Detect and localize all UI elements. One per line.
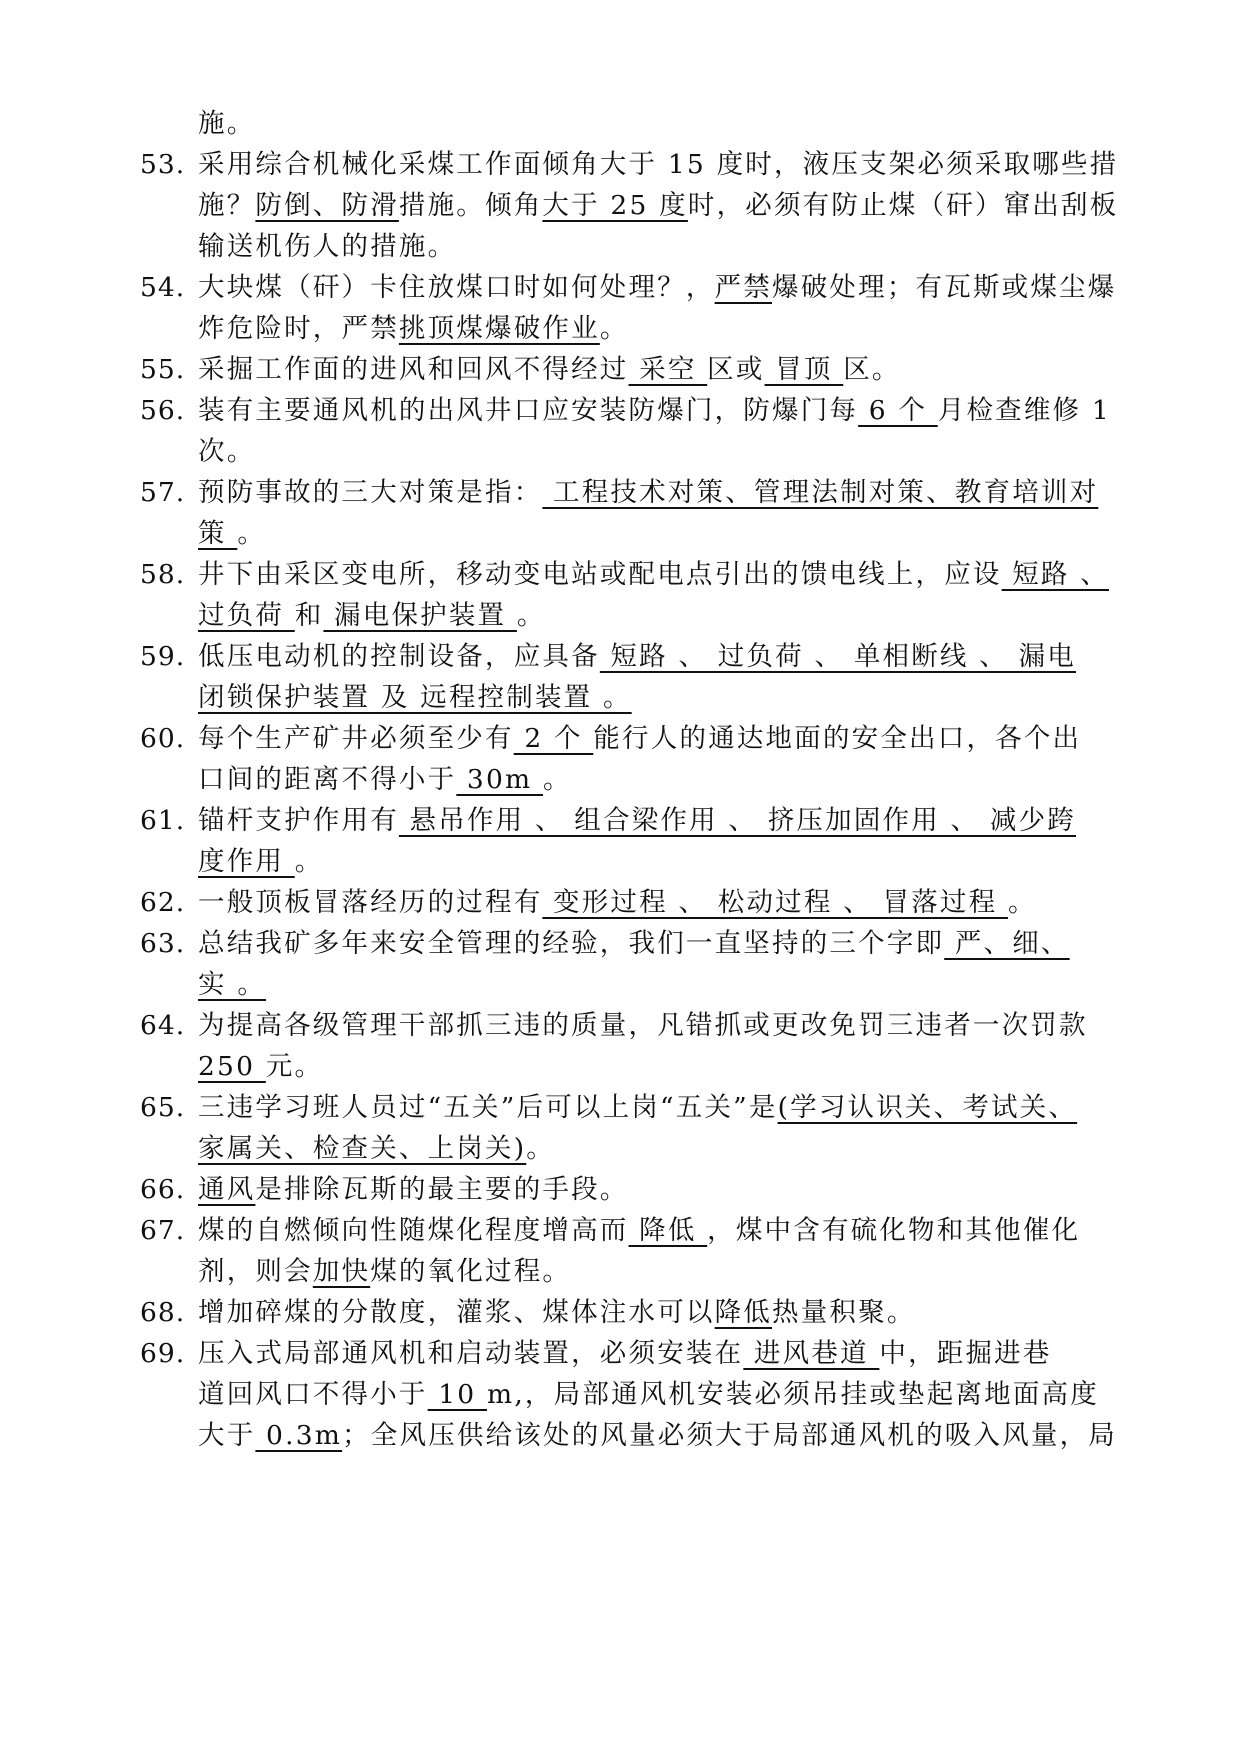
answer-blank: 采空 bbox=[628, 354, 708, 385]
text-line bbox=[198, 678, 632, 718]
answer-blank: 冒顶 bbox=[764, 354, 844, 385]
item-number: 64. bbox=[140, 1010, 186, 1041]
text-segment: 低压电动机的控制设备，应具备 bbox=[198, 641, 600, 672]
text-segment: 大于 bbox=[198, 1420, 256, 1451]
text-line bbox=[198, 596, 546, 636]
text-line bbox=[198, 1375, 1099, 1415]
text-line bbox=[198, 432, 255, 472]
item-number: 54. bbox=[140, 272, 186, 303]
answer-blank: 家属关、检查关、上岗关) bbox=[198, 1133, 527, 1164]
text-line bbox=[198, 637, 1076, 677]
text-line bbox=[198, 145, 1118, 185]
answer-blank: 策 bbox=[198, 518, 238, 549]
answer-blank: 250 bbox=[198, 1051, 266, 1082]
text-segment: 次。 bbox=[198, 436, 256, 467]
text-segment: 采掘工作面的进风和回风不得经过 bbox=[198, 354, 629, 385]
answer-blank: 短路 、 过负荷 、 单相断线 、 漏电 bbox=[599, 641, 1076, 672]
item-number: 60. bbox=[140, 723, 186, 754]
text-segment: 为提高各级管理干部抓三违的质量，凡错抓或更改免罚三违者一次罚款 bbox=[198, 1010, 1088, 1041]
text-segment: 时，必须有防止煤（矸）窜出刮板 bbox=[687, 190, 1119, 221]
text-segment: 能行人的通达地面的安全出口，各个出 bbox=[593, 723, 1082, 754]
text-segment: 预防事故的三大对策是指： bbox=[198, 477, 543, 508]
answer-blank: 通风 bbox=[198, 1174, 256, 1205]
item-number: 61. bbox=[140, 805, 186, 836]
text-segment: 道回风口不得小于 bbox=[198, 1379, 428, 1410]
answer-blank: 10 bbox=[427, 1379, 487, 1410]
text-segment: 和 bbox=[294, 600, 324, 631]
text-line bbox=[198, 186, 1118, 226]
text-segment: 煤的氧化过程。 bbox=[370, 1256, 572, 1287]
item-number: 58. bbox=[140, 559, 186, 590]
answer-blank: 防倒、防滑 bbox=[255, 190, 399, 221]
answer-blank: 悬吊作用 、 组合梁作用 、 挤压加固作用 、 减少跨 bbox=[398, 805, 1076, 836]
text-segment: 装有主要通风机的出风井口应安装防爆门，防爆门每 bbox=[198, 395, 859, 426]
text-segment: 措施。倾角 bbox=[398, 190, 543, 221]
text-segment: 输送机伤人的措施。 bbox=[198, 231, 457, 262]
text-segment: 增加碎煤的分散度，灌浆、煤体注水可以 bbox=[198, 1297, 715, 1328]
text-segment: 月检查维修 1 bbox=[937, 395, 1111, 426]
text-segment: 爆破处理；有瓦斯或煤尘爆 bbox=[772, 272, 1117, 303]
answer-blank: 严禁 bbox=[714, 272, 773, 303]
answer-blank: 过负荷 bbox=[198, 600, 295, 631]
text-line bbox=[198, 1211, 1080, 1251]
text-segment: 剂，则会 bbox=[198, 1256, 313, 1287]
text-segment: 口间的距离不得小于 bbox=[198, 764, 457, 795]
text-line bbox=[198, 104, 255, 144]
text-line bbox=[198, 309, 629, 349]
answer-blank: 严、细、 bbox=[944, 928, 1070, 959]
answer-blank: 闭锁保护装置 及 远程控制装置 。 bbox=[198, 682, 632, 713]
text-line bbox=[198, 514, 266, 554]
answer-blank: 短路 、 bbox=[1001, 559, 1109, 590]
text-segment: 井下由采区变电所，移动变电站或配电点引出的馈电线上，应设 bbox=[198, 559, 1002, 590]
text-line bbox=[198, 719, 1081, 759]
item-number: 62. bbox=[140, 887, 186, 918]
text-segment: 区或 bbox=[707, 354, 765, 385]
text-line bbox=[198, 1170, 629, 1210]
item-number: 56. bbox=[140, 395, 186, 426]
text-segment: 。 bbox=[543, 764, 572, 795]
item-number: 67. bbox=[140, 1215, 186, 1246]
text-line bbox=[198, 268, 1116, 308]
text-line bbox=[198, 227, 456, 267]
text-line bbox=[198, 1129, 555, 1169]
text-segment: 煤的自燃倾向性随煤化程度增高而 bbox=[198, 1215, 629, 1246]
text-segment: 总结我矿多年来安全管理的经验，我们一直坚持的三个字即 bbox=[198, 928, 945, 959]
text-line bbox=[198, 842, 323, 882]
text-line bbox=[198, 760, 572, 800]
item-number: 53. bbox=[140, 149, 186, 180]
text-segment: 一般顶板冒落经历的过程有 bbox=[198, 887, 543, 918]
answer-blank: 2 个 bbox=[513, 723, 594, 754]
text-line bbox=[198, 1293, 916, 1333]
item-number: 59. bbox=[140, 641, 186, 672]
text-segment: 热量积聚。 bbox=[772, 1297, 916, 1328]
text-segment: 炸危险时，严禁 bbox=[198, 313, 399, 344]
text-segment: 。 bbox=[1007, 887, 1037, 918]
item-number: 65. bbox=[140, 1092, 186, 1123]
text-line bbox=[198, 1088, 1077, 1128]
text-segment: 采用综合机械化采煤工作面倾角大于 15 度时，液压支架必须采取哪些措 bbox=[198, 149, 1119, 180]
text-segment: m,，局部通风机安装必须吊挂或垫起离地面高度 bbox=[486, 1379, 1099, 1410]
text-line bbox=[198, 1006, 1088, 1046]
text-segment: 施？ bbox=[198, 190, 256, 221]
text-line bbox=[198, 965, 266, 1005]
text-segment: 每个生产矿井必须至少有 bbox=[198, 723, 514, 754]
item-number: 69. bbox=[140, 1338, 186, 1369]
text-segment: 三违学习班人员过“五关”后可以上岗“五关”是 bbox=[198, 1092, 778, 1123]
text-line bbox=[198, 1047, 323, 1087]
text-line bbox=[198, 391, 1111, 431]
text-segment: 锚杆支护作用有 bbox=[198, 805, 399, 836]
text-line bbox=[198, 1416, 1117, 1456]
item-number: 57. bbox=[140, 477, 186, 508]
answer-blank: 6 个 bbox=[858, 395, 938, 426]
text-segment: 是排除瓦斯的最主要的手段。 bbox=[255, 1174, 629, 1205]
text-segment: ；全风压供给该处的风量必须大于局部通风机的吸入风量，局 bbox=[342, 1420, 1118, 1451]
text-segment: 元。 bbox=[265, 1051, 324, 1082]
text-segment: 施。 bbox=[198, 108, 256, 139]
item-number: 55. bbox=[140, 354, 186, 385]
text-segment: 压入式局部通风机和启动装置，必须安装在 bbox=[198, 1338, 744, 1369]
item-number: 66. bbox=[140, 1174, 186, 1205]
answer-blank: 0.3m bbox=[255, 1420, 343, 1451]
answer-blank: 工程技术对策、管理法制对策、教育培训对 bbox=[542, 477, 1099, 508]
answer-blank: 实 。 bbox=[198, 969, 267, 1000]
text-line bbox=[198, 1334, 1052, 1374]
text-segment: 。 bbox=[237, 518, 267, 549]
text-segment: 中，距掘进巷 bbox=[879, 1338, 1052, 1369]
answer-blank: 度作用 bbox=[198, 846, 295, 877]
answer-blank: 变形过程 、 松动过程 、 冒落过程 bbox=[542, 887, 1008, 918]
answer-blank: 加快 bbox=[312, 1256, 371, 1287]
text-line bbox=[198, 473, 1098, 513]
item-number: 63. bbox=[140, 928, 186, 959]
text-line bbox=[198, 555, 1109, 595]
answer-blank: 降低 bbox=[628, 1215, 708, 1246]
answer-blank: 挑顶煤爆破作业 bbox=[398, 313, 600, 344]
answer-blank: 降低 bbox=[714, 1297, 773, 1328]
text-segment: 。 bbox=[516, 600, 546, 631]
item-number: 68. bbox=[140, 1297, 186, 1328]
answer-blank: 30m bbox=[456, 764, 544, 795]
text-line bbox=[198, 924, 1070, 964]
text-segment: ，煤中含有硫化物和其他催化 bbox=[707, 1215, 1081, 1246]
text-line bbox=[198, 350, 901, 390]
text-segment: 。 bbox=[526, 1133, 555, 1164]
text-line bbox=[198, 883, 1037, 923]
text-segment: 区。 bbox=[843, 354, 901, 385]
answer-blank: 大于 25 度 bbox=[542, 190, 688, 221]
answer-blank: 进风巷道 bbox=[743, 1338, 880, 1369]
text-line bbox=[198, 1252, 571, 1292]
answer-blank: 漏电保护装置 bbox=[323, 600, 517, 631]
text-segment: 。 bbox=[599, 313, 629, 344]
text-segment: 大块煤（矸）卡住放煤口时如何处理？， bbox=[198, 272, 715, 303]
answer-blank: (学习认识关、考试关、 bbox=[777, 1092, 1078, 1123]
text-line bbox=[198, 801, 1076, 841]
text-segment: 。 bbox=[294, 846, 324, 877]
